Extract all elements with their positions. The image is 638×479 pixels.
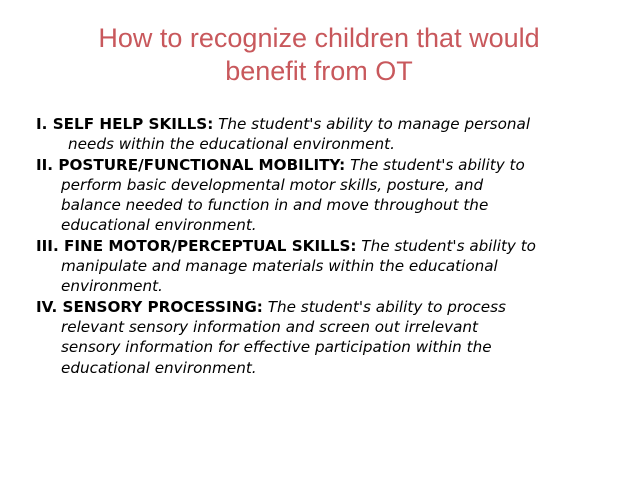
slide-body	[36, 114, 616, 378]
skill-item-first-line	[36, 236, 616, 256]
skill-item-sensory-processing	[36, 297, 616, 378]
skill-item-first-line	[36, 114, 616, 134]
skill-heading: I. SELF HELP SKILLS:	[36, 115, 214, 133]
skill-description-line: sensory information for effective participation within the	[61, 338, 492, 357]
skill-item-posture-mobility	[36, 155, 616, 236]
skill-description-line: environment.	[61, 277, 163, 296]
skill-description: The student's ability to	[345, 155, 525, 174]
skill-description-line: perform basic developmental motor skills, posture, and	[61, 175, 484, 194]
skill-description-line: educational environment.	[61, 358, 257, 377]
slide-title-line-2: benefit from OT	[225, 56, 413, 86]
skill-description-line: manipulate and manage materials within the educational	[61, 257, 498, 276]
skill-description-line: balance needed to function in and move throughout the	[61, 196, 489, 215]
skill-item-self-help	[36, 114, 616, 155]
skill-description-line: educational environment.	[61, 216, 257, 235]
skill-description: The student's ability to	[356, 236, 536, 255]
slide-title-line-1: How to recognize children that would	[98, 23, 540, 53]
skill-item-first-line	[36, 297, 616, 317]
slide-title	[40, 22, 598, 88]
skill-description-line: needs within the educational environment.	[68, 135, 395, 154]
skill-heading: II. POSTURE/FUNCTIONAL MOBILITY:	[36, 155, 346, 174]
skill-heading: IV. SENSORY PROCESSING:	[36, 297, 263, 316]
skill-item-fine-motor	[36, 236, 616, 297]
skill-item-first-line	[36, 155, 616, 175]
skill-description: The student's ability to process	[262, 297, 506, 316]
skill-heading: III. FINE MOTOR/PERCEPTUAL SKILLS:	[36, 236, 357, 255]
skill-description: The student's ability to manage personal	[213, 115, 531, 133]
skill-description-line: relevant sensory information and screen out irrelevant	[61, 317, 478, 336]
